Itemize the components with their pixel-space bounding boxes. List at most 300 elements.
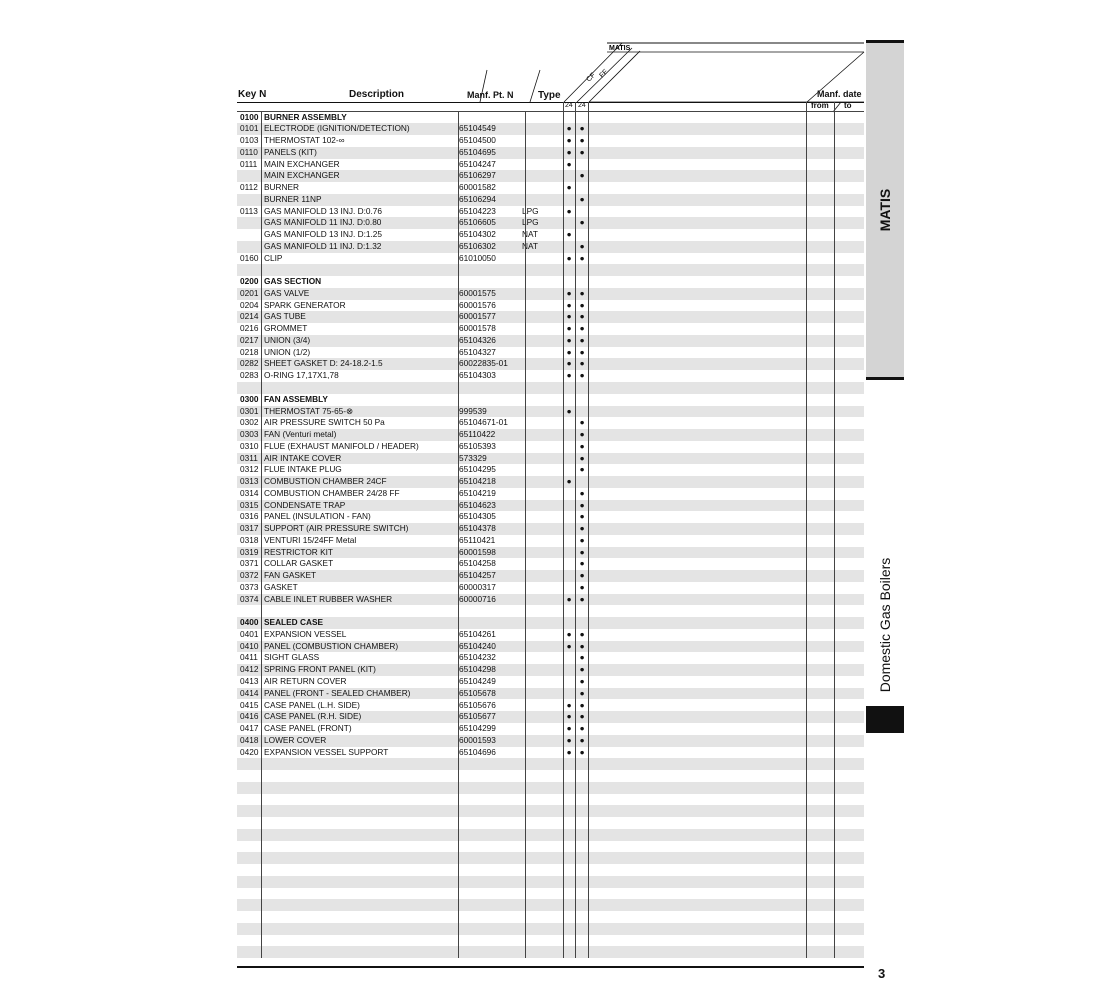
cell-part: 65110422 (459, 429, 496, 440)
variant-ff-label: FF (598, 68, 610, 80)
cell-cf: ● (566, 405, 572, 416)
footer-rule (237, 966, 864, 968)
table-row (237, 347, 864, 359)
cell-key: 0312 (240, 464, 259, 475)
cell-ff: ● (579, 534, 585, 545)
column-divider (563, 102, 564, 958)
table-row (237, 429, 864, 441)
table-row (237, 159, 864, 171)
cell-key: 0371 (240, 558, 259, 569)
cell-part: 65104295 (459, 464, 496, 475)
cell-key: 0300 (240, 393, 259, 404)
table-row (237, 217, 864, 229)
header-key-n: Key N (238, 89, 267, 100)
cell-key: 0418 (240, 734, 259, 745)
table-row (237, 288, 864, 300)
cell-cf: ● (566, 135, 572, 146)
cell-cf: ● (566, 640, 572, 651)
cell-desc: PANEL (COMBUSTION CHAMBER) (264, 640, 399, 651)
header-to: to (844, 101, 852, 110)
table-row (237, 664, 864, 676)
cell-part: 65106294 (459, 193, 496, 204)
cell-desc: BURNER ASSEMBLY (264, 111, 347, 122)
column-divider (458, 111, 459, 958)
cell-ff: ● (579, 628, 585, 639)
cell-desc: PANELS (KIT) (264, 146, 317, 157)
cell-ff: ● (579, 699, 585, 710)
table-row (237, 841, 864, 853)
cell-part: 573329 (459, 452, 487, 463)
cell-desc: CASE PANEL (FRONT) (264, 723, 352, 734)
column-divider (834, 102, 835, 958)
cell-ff: ● (579, 581, 585, 592)
cell-ff: ● (579, 429, 585, 440)
table-row (237, 570, 864, 582)
table-row (237, 511, 864, 523)
cell-key: 0414 (240, 687, 259, 698)
cell-desc: SUPPORT (AIR PRESSURE SWITCH) (264, 523, 409, 534)
cell-desc: THERMOSTAT 75-65-⊗ (264, 405, 354, 416)
cell-key: 0374 (240, 593, 259, 604)
cell-cf: ● (566, 323, 572, 334)
cell-part: 65104232 (459, 652, 496, 663)
cell-part: 60001582 (459, 182, 496, 193)
cell-type: NAT (522, 240, 538, 251)
cell-part: 65104299 (459, 723, 496, 734)
cell-cf: ● (566, 146, 572, 157)
cell-part: 65104305 (459, 511, 496, 522)
cell-cf: ● (566, 593, 572, 604)
cell-ff: ● (579, 687, 585, 698)
cell-ff: ● (579, 711, 585, 722)
cell-desc: COMBUSTION CHAMBER 24/28 FF (264, 487, 400, 498)
table-row (237, 688, 864, 700)
table-row (237, 923, 864, 935)
cell-part: 60000317 (459, 581, 496, 592)
cell-desc: AIR INTAKE COVER (264, 452, 342, 463)
table-row (237, 182, 864, 194)
cell-part: 65106297 (459, 170, 496, 181)
cell-key: 0373 (240, 581, 259, 592)
cell-desc: GAS MANIFOLD 11 INJ. D:1.32 (264, 240, 382, 251)
table-row (237, 700, 864, 712)
cell-ff: ● (579, 664, 585, 675)
cell-desc: CABLE INLET RUBBER WASHER (264, 593, 393, 604)
side-tab (866, 40, 904, 380)
cell-part: 65104247 (459, 158, 496, 169)
table-row (237, 535, 864, 547)
cell-ff: ● (579, 193, 585, 204)
cell-ff: ● (579, 123, 585, 134)
cell-desc: COMBUSTION CHAMBER 24CF (264, 476, 387, 487)
cell-cf: ● (566, 358, 572, 369)
cell-ff: ● (579, 746, 585, 757)
header-manf-date: Manf. date (817, 89, 862, 99)
cell-part: 65104671-01 (459, 417, 508, 428)
cell-part: 60001593 (459, 734, 496, 745)
cell-desc: GAS MANIFOLD 13 INJ. D:1.25 (264, 229, 383, 240)
cell-desc: FLUE INTAKE PLUG (264, 464, 342, 475)
cell-desc: FAN (Venturi metal) (264, 429, 337, 440)
cell-part: 65104303 (459, 370, 496, 381)
cell-part: 61010050 (459, 252, 496, 263)
cell-ff: ● (579, 146, 585, 157)
cell-cf: ● (566, 476, 572, 487)
cell-ff: ● (579, 558, 585, 569)
cell-key: 0112 (240, 182, 258, 193)
cell-desc: AIR PRESSURE SWITCH 50 Pa (264, 417, 385, 428)
cell-ff: ● (579, 323, 585, 334)
cell-key: 0201 (240, 287, 259, 298)
cell-key: 0303 (240, 429, 259, 440)
cell-part: 65105677 (459, 711, 496, 722)
cell-part: 65104696 (459, 746, 496, 757)
cell-desc: BURNER (264, 182, 300, 193)
table-row (237, 370, 864, 382)
cell-part: 65105678 (459, 687, 496, 698)
header-type: Type (538, 90, 561, 101)
cell-key: 0111 (240, 158, 258, 169)
cell-desc: ELECTRODE (IGNITION/DETECTION) (264, 123, 410, 134)
table-row (237, 888, 864, 900)
table-row (237, 241, 864, 253)
table-row (237, 323, 864, 335)
cell-key: 0318 (240, 534, 259, 545)
cell-key: 0412 (240, 664, 259, 675)
cell-part: 60001576 (459, 299, 496, 310)
cell-key: 0101 (240, 123, 259, 134)
cell-cf: ● (566, 205, 572, 216)
cell-desc: SHEET GASKET D: 24-18.2-1.5 (264, 358, 383, 369)
cell-cf: ● (566, 746, 572, 757)
cell-key: 0302 (240, 417, 259, 428)
cell-key: 0301 (240, 405, 259, 416)
cell-key: 0411 (240, 652, 258, 663)
table-row (237, 406, 864, 418)
column-divider (261, 111, 262, 958)
cell-cf: ● (566, 299, 572, 310)
table-row (237, 711, 864, 723)
table-row (237, 500, 864, 512)
cell-ff: ● (579, 358, 585, 369)
cell-desc: FAN GASKET (264, 570, 317, 581)
cell-ff: ● (579, 440, 585, 451)
table-row (237, 112, 864, 124)
cell-type: LPG (522, 205, 539, 216)
cell-part: 65104623 (459, 499, 496, 510)
table-row (237, 476, 864, 488)
table-row (237, 629, 864, 641)
cell-ff: ● (579, 170, 585, 181)
table-row (237, 135, 864, 147)
cell-key: 0416 (240, 711, 259, 722)
table-row (237, 335, 864, 347)
cell-cf: ● (566, 346, 572, 357)
cell-ff: ● (579, 346, 585, 357)
cell-part: 65104500 (459, 135, 496, 146)
cell-key: 0218 (240, 346, 259, 357)
cell-key: 0372 (240, 570, 259, 581)
cell-ff: ● (579, 570, 585, 581)
cell-key: 0160 (240, 252, 259, 263)
cell-key: 0317 (240, 523, 259, 534)
cell-ff: ● (579, 734, 585, 745)
cell-key: 0110 (240, 146, 258, 157)
cell-desc: GAS MANIFOLD 13 INJ. D:0.76 (264, 205, 383, 216)
cell-cf: ● (566, 699, 572, 710)
cell-part: 60001578 (459, 323, 496, 334)
cell-part: 60001575 (459, 287, 496, 298)
cell-cf: ● (566, 287, 572, 298)
cell-cf: ● (566, 723, 572, 734)
cell-part: 65104258 (459, 558, 496, 569)
cell-ff: ● (579, 252, 585, 263)
side-tab-label: MATIS (877, 188, 893, 232)
cell-desc: LOWER COVER (264, 734, 327, 745)
cell-ff: ● (579, 299, 585, 310)
column-divider (525, 111, 526, 958)
table-row (237, 747, 864, 759)
cell-key: 0417 (240, 723, 259, 734)
cell-part: 65105676 (459, 699, 496, 710)
cell-key: 0310 (240, 440, 259, 451)
cell-key: 0282 (240, 358, 259, 369)
cell-desc: MAIN EXCHANGER (264, 170, 340, 181)
cell-ff: ● (579, 523, 585, 534)
cell-part: 65104240 (459, 640, 496, 651)
cell-desc: O-RING 17,17X1,78 (264, 370, 339, 381)
cell-part: 65110421 (459, 534, 496, 545)
cell-cf: ● (566, 628, 572, 639)
cell-part: 65104378 (459, 523, 496, 534)
table-row (237, 229, 864, 241)
cell-part: 65104219 (459, 487, 496, 498)
cell-desc: UNION (1/2) (264, 346, 311, 357)
cell-desc: COLLAR GASKET (264, 558, 334, 569)
cell-part: 65104218 (459, 476, 496, 487)
cell-part: 60022835-01 (459, 358, 508, 369)
subheader-rule (237, 111, 864, 112)
cell-ff: ● (579, 640, 585, 651)
parts-list-sheet (237, 40, 864, 960)
cell-part: 60001577 (459, 311, 496, 322)
table-row (237, 805, 864, 817)
cell-desc: GAS SECTION (264, 276, 322, 287)
cell-part: 65104326 (459, 334, 496, 345)
cell-ff: ● (579, 217, 585, 228)
cell-part: 65106302 (459, 240, 496, 251)
table-row (237, 594, 864, 606)
table-row (237, 794, 864, 806)
cell-desc: AIR RETURN COVER (264, 675, 347, 686)
cell-ff: ● (579, 464, 585, 475)
table-row (237, 652, 864, 664)
cell-desc: CONDENSATE TRAP (264, 499, 346, 510)
cell-ff: ● (579, 511, 585, 522)
cell-desc: MAIN EXCHANGER (264, 158, 340, 169)
cell-desc: FLUE (EXHAUST MANIFOLD / HEADER) (264, 440, 419, 451)
model-header-label: MATIS (609, 45, 631, 52)
cell-cf: ● (566, 311, 572, 322)
table-row (237, 876, 864, 888)
table-row (237, 911, 864, 923)
cell-desc: RESTRICTOR KIT (264, 546, 333, 557)
table-row (237, 676, 864, 688)
cell-part: 60001598 (459, 546, 496, 557)
table-row (237, 417, 864, 429)
cell-part: 65104695 (459, 146, 496, 157)
cell-part: 60000716 (459, 593, 496, 604)
cell-key: 0413 (240, 675, 259, 686)
cell-part: 65104249 (459, 675, 496, 686)
cell-desc: UNION (3/4) (264, 334, 311, 345)
table-row (237, 206, 864, 218)
table-row (237, 829, 864, 841)
cell-ff: ● (579, 487, 585, 498)
cell-part: 65104549 (459, 123, 496, 134)
header-from: from (811, 101, 829, 110)
cell-desc: GROMMET (264, 323, 308, 334)
cell-desc: GAS VALVE (264, 287, 310, 298)
cell-ff: ● (579, 652, 585, 663)
cell-part: 65104257 (459, 570, 496, 581)
header-size-cf: 24 (565, 102, 573, 109)
cell-cf: ● (566, 711, 572, 722)
cell-part: 65104223 (459, 205, 496, 216)
page-number: 3 (878, 966, 886, 981)
cell-key: 0415 (240, 699, 259, 710)
cell-part: 65106605 (459, 217, 496, 228)
cell-ff: ● (579, 452, 585, 463)
cell-desc: SEALED CASE (264, 617, 324, 628)
cell-key: 0315 (240, 499, 259, 510)
cell-cf: ● (566, 370, 572, 381)
table-row (237, 758, 864, 770)
table-row (237, 946, 864, 958)
header-description: Description (349, 89, 405, 100)
cell-desc: GAS MANIFOLD 11 INJ. D:0.80 (264, 217, 382, 228)
cell-desc: PANEL (FRONT - SEALED CHAMBER) (264, 687, 411, 698)
variant-cf-label: CF (585, 71, 598, 84)
cell-cf: ● (566, 229, 572, 240)
column-divider (588, 102, 589, 958)
cell-part: 65104298 (459, 664, 496, 675)
header-size-ff: 24 (578, 102, 586, 109)
cell-ff: ● (579, 240, 585, 251)
cell-key: 0200 (240, 276, 259, 287)
table-row (237, 864, 864, 876)
cell-key: 0314 (240, 487, 259, 498)
cell-key: 0100 (240, 111, 259, 122)
cell-ff: ● (579, 675, 585, 686)
cell-key: 0113 (240, 205, 258, 216)
table-row (237, 852, 864, 864)
cell-key: 0283 (240, 370, 259, 381)
cell-ff: ● (579, 417, 585, 428)
cell-part: 65104302 (459, 229, 496, 240)
cell-part: 65104261 (459, 628, 496, 639)
table-row (237, 782, 864, 794)
cell-ff: ● (579, 593, 585, 604)
table-row (237, 394, 864, 406)
table-row (237, 194, 864, 206)
table-row (237, 735, 864, 747)
cell-desc: CLIP (264, 252, 283, 263)
table-row (237, 264, 864, 276)
table-row (237, 547, 864, 559)
table-row (237, 899, 864, 911)
table-row (237, 488, 864, 500)
table-row (237, 123, 864, 135)
cell-part: 999539 (459, 405, 487, 416)
column-divider (806, 102, 807, 958)
cell-ff: ● (579, 546, 585, 557)
cell-key: 0313 (240, 476, 259, 487)
cell-desc: EXPANSION VESSEL (264, 628, 347, 639)
cell-desc: FAN ASSEMBLY (264, 393, 328, 404)
table-row (237, 817, 864, 829)
cell-desc: BURNER 11NP (264, 193, 322, 204)
cell-key: 0316 (240, 511, 259, 522)
table-row (237, 358, 864, 370)
cell-key: 0103 (240, 135, 259, 146)
cell-ff: ● (579, 311, 585, 322)
section-marker-tab (866, 706, 904, 733)
table-row (237, 147, 864, 159)
column-divider (575, 102, 576, 958)
cell-key: 0311 (240, 452, 258, 463)
table-row (237, 441, 864, 453)
cell-desc: GASKET (264, 581, 298, 592)
cell-cf: ● (566, 182, 572, 193)
cell-desc: SIGHT GLASS (264, 652, 320, 663)
table-row (237, 617, 864, 629)
table-row (237, 300, 864, 312)
cell-desc: EXPANSION VESSEL SUPPORT (264, 746, 389, 757)
cell-ff: ● (579, 723, 585, 734)
table-row (237, 582, 864, 594)
cell-key: 0400 (240, 617, 259, 628)
table-row (237, 253, 864, 265)
cell-cf: ● (566, 734, 572, 745)
cell-desc: THERMOSTAT 102-∞ (264, 135, 345, 146)
cell-cf: ● (566, 252, 572, 263)
table-row (237, 276, 864, 288)
cell-key: 0217 (240, 334, 259, 345)
cell-cf: ● (566, 123, 572, 134)
cell-cf: ● (566, 158, 572, 169)
cell-ff: ● (579, 287, 585, 298)
cell-key: 0401 (240, 628, 259, 639)
cell-key: 0319 (240, 546, 259, 557)
cell-desc: VENTURI 15/24FF Metal (264, 534, 357, 545)
table-row (237, 605, 864, 617)
table-row (237, 464, 864, 476)
header-rule (237, 102, 864, 103)
table-row (237, 641, 864, 653)
side-caption-text: Domestic Gas Boilers (877, 557, 893, 693)
cell-type: LPG (522, 217, 539, 228)
header-manf-pt-n: Manf. Pt. N (467, 90, 514, 100)
cell-ff: ● (579, 499, 585, 510)
table-row (237, 311, 864, 323)
cell-cf: ● (566, 334, 572, 345)
table-row (237, 723, 864, 735)
cell-key: 0410 (240, 640, 259, 651)
table-row (237, 523, 864, 535)
cell-ff: ● (579, 370, 585, 381)
cell-part: 65105393 (459, 440, 496, 451)
